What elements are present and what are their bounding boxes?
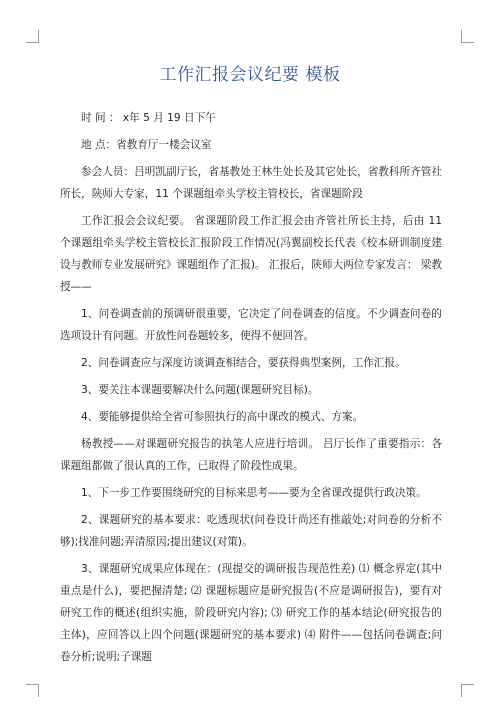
list-item: 3、课题研究成果应体现在：(现提交的调研报告现范性差) ⑴ 概念界定(其中重点是什么)，要把握清楚; ⑵ 课题标题应是研究报告(不应是调研报告)，要有对研究工作的概述(组织实施，阶段研究内容); ⑶ 研究工作的基本结论(研究报告的主体)，应回答以上四个问题(课题研究的基本要求) ⑷ 附件——包括问卷调查;问卷分析;说明;子课题: [60, 563, 442, 663]
summary-paragraph: 工作汇报会会议纪要。 省课题阶段工作汇报会由齐管社所长主持，后由 11 个课题组牵头学校主管校长汇报阶段工作情况(冯翼副校长代表《校本研训制度建设与教师专业发展研究》课题组作了汇报)。 汇报后，陕师大两位专家发言： 梁教授——: [60, 215, 442, 293]
crop-mark-top-left: [26, 30, 39, 43]
list-item: 1、下一步工作要围绕研究的目标来思考——要为全省课改提供行政决策。: [81, 487, 427, 499]
list-item: 2、课题研究的基本要求：吃透现状(问卷设计尚还有推敲处;对问卷的分析不够);找准问题;弄清原因;提出建议(对策)。: [60, 514, 442, 548]
document-title: 工作汇报会议纪要 模板: [159, 65, 341, 85]
list-item: 3、要关注本课题要解决什么问题(课题研究目标)。: [81, 384, 319, 396]
crop-mark-top-right: [461, 30, 474, 43]
list-item: 2、问卷调查应与深度访谈调查相结合，要获得典型案例，工作汇报。: [81, 357, 406, 369]
crop-mark-bottom-right: [461, 684, 474, 697]
list-item: 1、问卷调查前的预调研很重要，它决定了问卷调查的信度。不少调查问卷的选项设计有问题。开放性问卷题较多，使得不便回答。: [60, 308, 442, 342]
crop-mark-bottom-left: [26, 684, 39, 697]
meeting-location: 地 点：省教育厅一楼会议室: [81, 139, 212, 151]
list-item: 4、要能够提供给全省可参照执行的高中课改的模式、方案。: [81, 411, 364, 423]
document-body: [60, 107, 442, 673]
meeting-time: 时 间 ： x年 5 月 19 日下午: [81, 112, 216, 124]
body-paragraph: 杨教授——对课题研究报告的执笔人应进行培训。 吕厅长作了重要指示：各课题组都做了很认真的工作，已取得了阶段性成果。: [60, 438, 442, 472]
attendees-paragraph: 参会人员：吕明凯副厅长，省基教处王林生处长及其它处长，省教科所齐管社所长，陕师大专家，11 个课题组牵头学校主管校长，省课题阶段: [60, 166, 442, 200]
